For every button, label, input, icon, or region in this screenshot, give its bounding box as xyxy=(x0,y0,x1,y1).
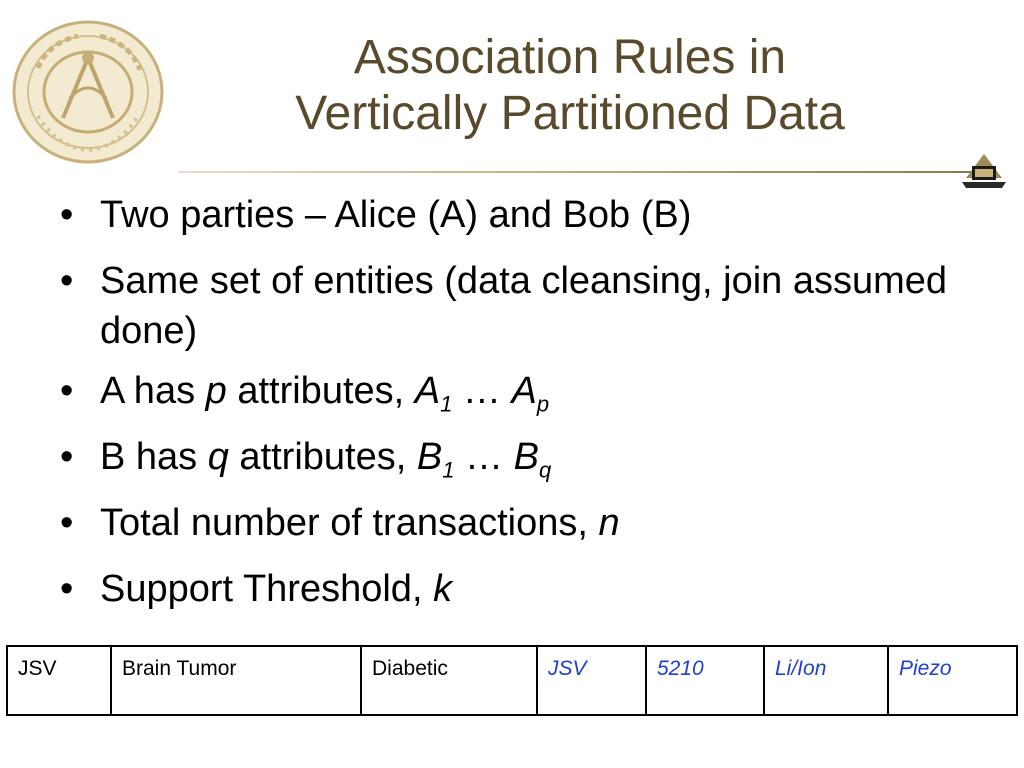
bullet-item xyxy=(58,190,958,240)
bullet-text: Total number of transactions, xyxy=(100,502,599,544)
bullet-dot: • xyxy=(60,260,74,302)
bullet-item xyxy=(58,498,958,548)
bar-cell: Piezo xyxy=(888,646,1017,715)
bar-cell: 5210 xyxy=(646,646,764,715)
subscript: 1 xyxy=(442,457,455,483)
bullet-item xyxy=(58,256,958,356)
bar-cell: Diabetic xyxy=(361,646,537,715)
bullet-dot: • xyxy=(60,502,74,544)
variable: A xyxy=(414,370,441,412)
purdue-seal-logo xyxy=(8,18,168,166)
subscript: p xyxy=(536,391,550,417)
bullet-item xyxy=(58,366,958,416)
variable: n xyxy=(598,502,620,544)
bullet-text: Two parties – Alice (A) and Bob (B) xyxy=(100,194,692,236)
bottom-info-bar xyxy=(6,645,1018,716)
ellipsis: … xyxy=(454,436,514,478)
title-line-2: Vertically Partitioned Data xyxy=(295,87,845,140)
subscript: q xyxy=(538,457,552,483)
title-line-1: Association Rules in xyxy=(353,31,787,84)
bar-cell: Li/Ion xyxy=(764,646,888,715)
bar-cell: Brain Tumor xyxy=(111,646,361,715)
bullet-dot: • xyxy=(60,568,74,610)
bullet-dot: • xyxy=(60,194,74,236)
ellipsis: … xyxy=(452,370,512,412)
bullet-item xyxy=(58,564,958,614)
bar-cell: JSV xyxy=(7,646,111,715)
variable: B xyxy=(416,436,443,478)
title-underline xyxy=(178,171,978,173)
bullet-text: B has xyxy=(100,436,208,478)
variable: q xyxy=(207,436,229,478)
bullet-text: Same set of entities (data cleansing, join assumed done) xyxy=(100,260,948,352)
bullet-list xyxy=(58,190,958,630)
bar-cell: JSV xyxy=(537,646,646,715)
bullet-text: A has xyxy=(100,370,206,412)
variable: p xyxy=(205,370,227,412)
variable: A xyxy=(511,370,537,412)
bullet-text: Support Threshold, xyxy=(100,568,434,610)
bullet-dot: • xyxy=(60,436,74,478)
bullet-text: attributes, xyxy=(228,436,417,478)
subscript: 1 xyxy=(440,391,453,417)
variable: B xyxy=(513,436,539,478)
variable: k xyxy=(433,568,453,610)
bullet-dot: • xyxy=(60,370,74,412)
bullet-item xyxy=(58,432,958,482)
purdue-emblem-icon xyxy=(958,148,1010,190)
table-row xyxy=(7,646,1017,715)
bullet-text: attributes, xyxy=(226,370,415,412)
slide-title xyxy=(200,30,940,142)
